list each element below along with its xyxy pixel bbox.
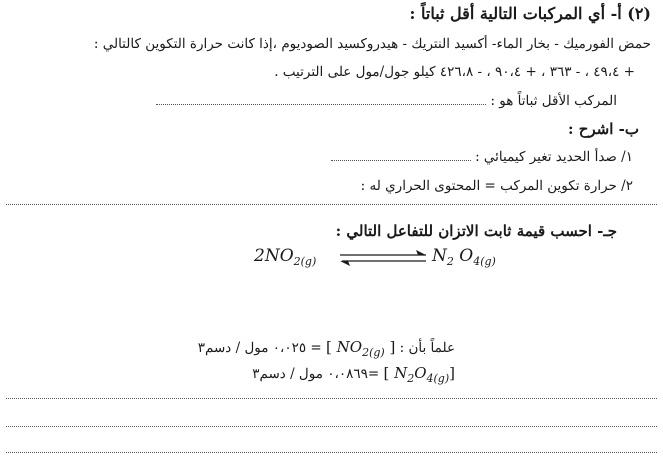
- item1-blank[interactable]: [331, 148, 471, 161]
- calc-rule-3[interactable]: [6, 452, 657, 453]
- given1-formula: NO: [336, 338, 363, 356]
- given-label: علماً بأن :: [399, 340, 455, 356]
- reaction-equation: [254, 246, 514, 306]
- answer-rule[interactable]: [6, 204, 657, 205]
- answer-line: [156, 92, 617, 109]
- product-formula: N: [432, 246, 447, 266]
- part-b-item1-line: [331, 148, 633, 165]
- calc-rule-2[interactable]: [6, 426, 657, 427]
- given2-subscript-1: 2: [407, 372, 415, 385]
- given-line-1: [198, 338, 455, 359]
- given-line-2: [252, 364, 455, 385]
- given2-formula-2: O: [414, 364, 427, 382]
- reactant-subscript: 2(g): [293, 255, 317, 268]
- question-title: (٢) أ- أي المركبات التالية أقل ثباتاً :: [409, 4, 651, 23]
- calc-rule-1[interactable]: [6, 398, 657, 399]
- values-line: + ٤٩،٤ ، - ٣٦٣ ، + ٩٠،٤ ، - ٤٢٦،٨ كيلو جول/مول على الترتيب .: [274, 64, 635, 80]
- reactant: [254, 246, 316, 268]
- part-b-item2: ٢/ حرارة تكوين المركب = المحتوى الحراري له :: [360, 178, 633, 194]
- product-formula-2: O: [453, 246, 474, 266]
- given2-species: [ $N_2O_{4(g)}$]: [383, 364, 455, 385]
- given2-formula: N: [394, 364, 408, 382]
- product: [432, 246, 496, 268]
- product-subscript-1: 2: [446, 255, 454, 268]
- intro-line: حمض الفورميك - بخار الماء- أكسيد النتريك - هيدروكسيد الصوديوم ،إذا كانت حرارة التكوين كالتالي :: [93, 36, 651, 52]
- given1-subscript: 2(g): [362, 346, 385, 359]
- given2-value: =٠،٠٨٦٩ مول / دسم٣: [252, 366, 380, 382]
- answer-prompt: المركب الأقل ثباتاً هو :: [490, 93, 617, 109]
- part-b-item1: ١/ صدأ الحديد تغير كيميائي :: [475, 149, 633, 165]
- part-c-heading: جـ- احسب قيمة ثابت الاتزان للتفاعل التالي :: [335, 222, 617, 240]
- part-b-heading: ب- اشرح :: [567, 120, 639, 138]
- equilibrium-arrows-icon: [338, 248, 430, 268]
- given1-value: = ٠،٠٢٥ مول / دسم٣: [197, 340, 322, 356]
- product-subscript-2: 4(g): [473, 255, 496, 268]
- given1-species: [ $NO_{2(g)}$ ]: [326, 338, 396, 359]
- given2-subscript-2: 4(g): [426, 372, 450, 385]
- reactant-formula: 2NO: [254, 246, 294, 266]
- answer-blank[interactable]: [156, 92, 486, 105]
